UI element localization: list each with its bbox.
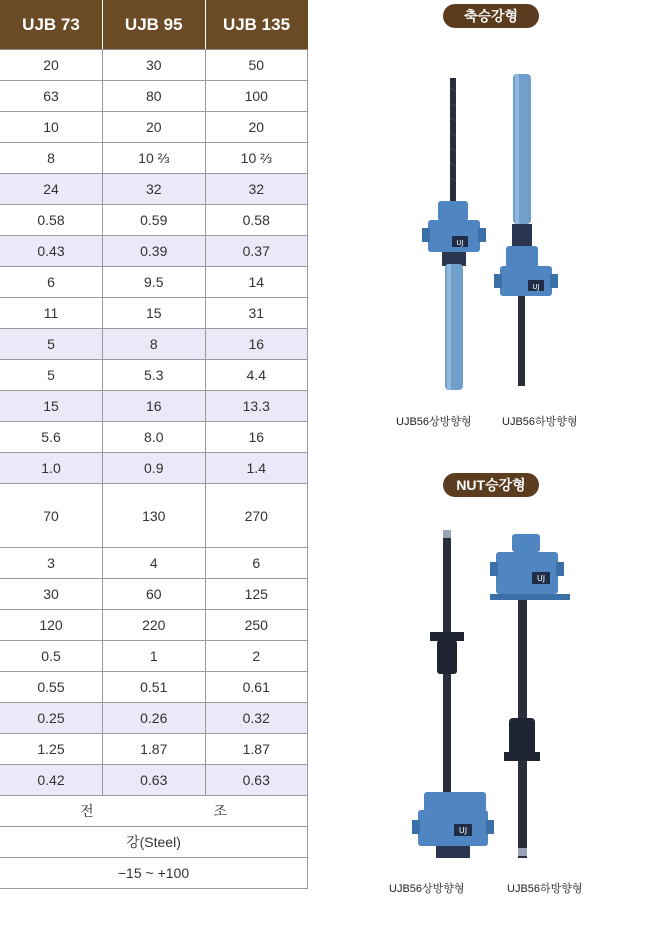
spec-cell: 0.42 — [0, 765, 103, 796]
spec-cell: 30 — [0, 579, 103, 610]
spec-row — [0, 453, 308, 484]
spec-wide-row — [0, 858, 308, 889]
spec-cell: 5.6 — [0, 422, 103, 453]
screw-shaft — [450, 78, 456, 203]
spec-cell: 14 — [205, 267, 308, 298]
spec-row — [0, 422, 308, 453]
gearbox-top — [512, 534, 540, 552]
spec-row — [0, 703, 308, 734]
spec-cell: 10 ⅔ — [103, 143, 206, 174]
logo-text: UJ — [456, 239, 464, 247]
gearbox-body — [500, 266, 552, 296]
spec-cell: 250 — [205, 610, 308, 641]
spec-row — [0, 267, 308, 298]
spec-row — [0, 329, 308, 360]
caption-shaft-down: UJB56하방향형 — [502, 416, 578, 428]
shaft-up-jack-image — [418, 78, 498, 398]
input-shaft-right — [550, 274, 558, 288]
spec-row — [0, 143, 308, 174]
input-shaft-right — [556, 562, 564, 576]
tube-highlight — [515, 74, 519, 224]
spec-row — [0, 298, 308, 329]
spec-cell: 15 — [103, 298, 206, 329]
input-shaft-left — [494, 274, 502, 288]
spec-row — [0, 391, 308, 422]
spec-cell: 0.59 — [103, 205, 206, 236]
header-ujb73: UJB 73 — [0, 0, 103, 50]
spec-cell: 63 — [0, 81, 103, 112]
input-shaft-left — [490, 562, 498, 576]
nut-type-title: NUT승강형 — [443, 473, 539, 497]
spec-row — [0, 641, 308, 672]
shaft-down-jack-image — [490, 74, 570, 394]
spec-row — [0, 610, 308, 641]
spec-cell: 4 — [103, 548, 206, 579]
mount-plate — [490, 594, 570, 600]
spec-wide-row — [0, 827, 308, 858]
spec-cell: 0.25 — [0, 703, 103, 734]
spec-cell: 31 — [205, 298, 308, 329]
logo-text: UJ — [532, 283, 540, 291]
spec-cell: 80 — [103, 81, 206, 112]
logo-text: UJ — [458, 826, 468, 835]
caption-nut-down: UJB56하방향형 — [507, 883, 583, 895]
screw-shaft — [518, 296, 525, 386]
spec-cell: 1.25 — [0, 734, 103, 765]
nut-body — [437, 640, 457, 674]
spec-cell: 0.63 — [205, 765, 308, 796]
spec-cell: 20 — [0, 50, 103, 81]
spec-cell: 8 — [0, 143, 103, 174]
caption-nut-up: UJB56상방향형 — [389, 883, 465, 895]
spec-row — [0, 484, 308, 548]
spec-row — [0, 205, 308, 236]
spec-cell: 5.3 — [103, 360, 206, 391]
spec-cell: 13.3 — [205, 391, 308, 422]
spec-cell: 220 — [103, 610, 206, 641]
gearbox-top — [506, 246, 538, 268]
spec-cell: 0.43 — [0, 236, 103, 267]
spec-cell: 32 — [103, 174, 206, 205]
spec-row — [0, 672, 308, 703]
spec-cell: 0.32 — [205, 703, 308, 734]
gearbox-top — [438, 201, 468, 221]
header-row — [0, 0, 308, 50]
spec-cell: 4.4 — [205, 360, 308, 391]
spec-row — [0, 236, 308, 267]
spec-cell: 0.5 — [0, 641, 103, 672]
spec-cell: 70 — [0, 484, 103, 548]
spec-row — [0, 765, 308, 796]
spec-cell: 9.5 — [103, 267, 206, 298]
header-ujb95: UJB 95 — [103, 0, 206, 50]
spec-row — [0, 579, 308, 610]
spec-row — [0, 174, 308, 205]
spec-table — [0, 0, 308, 889]
spec-wide-cell: 강(Steel) — [0, 827, 308, 858]
nut-flange — [504, 752, 540, 761]
input-shaft-right — [478, 228, 486, 242]
spec-row — [0, 50, 308, 81]
spec-row — [0, 548, 308, 579]
spec-cell: 0.58 — [205, 205, 308, 236]
spec-wide-cell: −15 ~ +100 — [0, 858, 308, 889]
spec-body — [0, 50, 308, 889]
spec-cell: 100 — [205, 81, 308, 112]
nut-flange — [430, 632, 464, 641]
spec-cell: 1.87 — [103, 734, 206, 765]
spec-cell: 0.51 — [103, 672, 206, 703]
input-shaft-left — [422, 228, 430, 242]
logo-text: UJ — [536, 574, 546, 583]
spec-row — [0, 734, 308, 765]
spec-row — [0, 81, 308, 112]
spec-cell: 0.39 — [103, 236, 206, 267]
spec-cell: 6 — [205, 548, 308, 579]
spec-cell: 0.26 — [103, 703, 206, 734]
spec-cell: 270 — [205, 484, 308, 548]
spec-cell: 3 — [0, 548, 103, 579]
gearbox-body — [418, 810, 488, 846]
spec-row — [0, 112, 308, 143]
header-ujb135: UJB 135 — [205, 0, 308, 50]
upper-collar — [512, 224, 532, 248]
spec-cell: 1 — [103, 641, 206, 672]
spec-cell: 5 — [0, 360, 103, 391]
spec-cell: 30 — [103, 50, 206, 81]
spec-cell: 60 — [103, 579, 206, 610]
spec-cell: 1.4 — [205, 453, 308, 484]
lower-collar — [442, 252, 466, 266]
spec-cell: 20 — [103, 112, 206, 143]
caption-shaft-up: UJB56상방향형 — [396, 416, 472, 428]
spec-cell: 130 — [103, 484, 206, 548]
spec-cell: 0.61 — [205, 672, 308, 703]
spec-cell: 16 — [205, 422, 308, 453]
base-collar — [436, 846, 470, 858]
spec-cell: 125 — [205, 579, 308, 610]
spec-cell: 32 — [205, 174, 308, 205]
spec-cell: 15 — [0, 391, 103, 422]
spec-cell: 120 — [0, 610, 103, 641]
spec-cell: 5 — [0, 329, 103, 360]
spec-row — [0, 360, 308, 391]
spec-cell: 10 — [0, 112, 103, 143]
spec-cell: 1.87 — [205, 734, 308, 765]
spec-cell: 0.37 — [205, 236, 308, 267]
spec-wide-row — [0, 796, 308, 827]
spec-cell: 24 — [0, 174, 103, 205]
gearbox-top — [424, 792, 486, 812]
spec-wide-cell: 전 조 — [0, 796, 308, 827]
spec-cell: 0.55 — [0, 672, 103, 703]
spec-cell: 2 — [205, 641, 308, 672]
spec-cell: 20 — [205, 112, 308, 143]
input-shaft-left — [412, 820, 420, 834]
shaft-type-title: 축승강형 — [443, 4, 539, 28]
spec-cell: 11 — [0, 298, 103, 329]
spec-cell: 8 — [103, 329, 206, 360]
spec-cell: 10 ⅔ — [205, 143, 308, 174]
tube-highlight — [447, 264, 451, 390]
spec-cell: 6 — [0, 267, 103, 298]
spec-cell: 16 — [103, 391, 206, 422]
spec-cell: 0.63 — [103, 765, 206, 796]
spec-cell: 0.9 — [103, 453, 206, 484]
spec-cell: 16 — [205, 329, 308, 360]
spec-cell: 8.0 — [103, 422, 206, 453]
spec-cell: 50 — [205, 50, 308, 81]
nut-down-jack-image — [486, 530, 576, 860]
spec-cell: 0.58 — [0, 205, 103, 236]
screw-tip — [443, 530, 451, 538]
spec-cell: 1.0 — [0, 453, 103, 484]
screw-tip — [518, 848, 527, 856]
